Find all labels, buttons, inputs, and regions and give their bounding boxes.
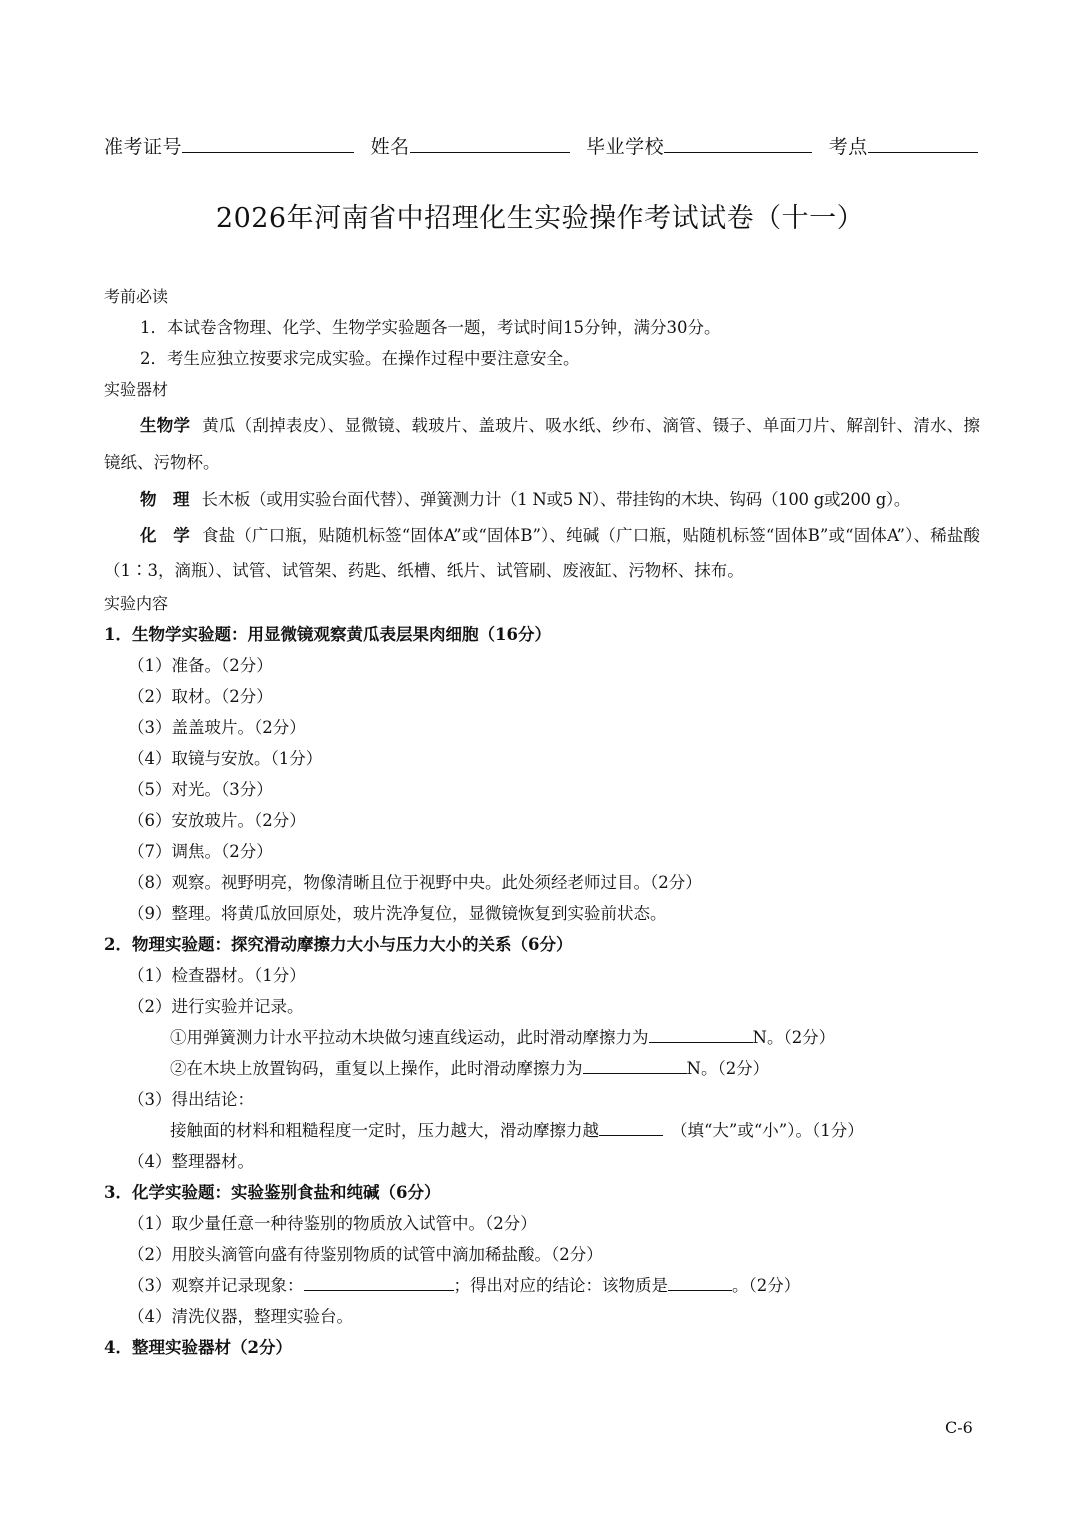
q2-substep-2-unit: N。（2分）	[686, 1059, 770, 1078]
q1-title: 1．生物学实验题：用显微镜观察黄瓜表层果肉细胞（16分）	[104, 625, 551, 644]
q2-conclusion-hint: （填“大”或“小”）。（1分）	[671, 1121, 864, 1140]
chemistry-label: 化 学	[140, 526, 190, 545]
q1-step: （7）调焦。（2分）	[128, 842, 273, 861]
notice-heading: 考前必读	[104, 287, 169, 306]
friction-answer-blank-2[interactable]	[583, 1055, 687, 1074]
content-heading: 实验内容	[104, 594, 169, 613]
q2-substep-1-unit: N。（2分）	[752, 1028, 836, 1047]
q3-step-observe	[104, 1270, 980, 1301]
q1-step: （4）取镜与安放。（1分）	[128, 749, 323, 768]
chemistry-text: 食盐（广口瓶，贴随机标签“固体A”或“固体B”）、纯碱（广口瓶，贴随机标签“固体B”或“固体A”）、稀盐酸（1∶3，滴瓶）、试管、试管架、药匙、纸槽、纸片、试管刷、废液缸、污物杯、抹布。	[104, 526, 981, 580]
q2-step: （1）检查器材。（1分）	[128, 966, 306, 985]
substance-answer-blank[interactable]	[668, 1272, 732, 1291]
materials-physics	[104, 481, 980, 518]
school-field[interactable]	[664, 132, 812, 153]
q2-title: 2．物理实验题：探究滑动摩擦力大小与压力大小的关系（6分）	[104, 935, 573, 954]
notice-item: 2．考生应独立按要求完成实验。在操作过程中要注意安全。	[140, 349, 580, 368]
materials-biology	[104, 407, 980, 481]
notice-item: 1．本试卷含物理、化学、生物学实验题各一题，考试时间15分钟，满分30分。	[140, 318, 721, 337]
q4-title: 4．整理实验器材（2分）	[104, 1338, 292, 1357]
q2-substep-2	[104, 1053, 980, 1084]
q2-step: （4）整理器材。	[128, 1152, 254, 1171]
page-title: 2026年河南省中招理化生实验操作考试试卷（十一）	[215, 203, 865, 234]
friction-answer-blank-1[interactable]	[649, 1024, 753, 1043]
q1-step: （1）准备。（2分）	[128, 656, 273, 675]
q1-step: （6）安放玻片。（2分）	[128, 811, 306, 830]
q2-conclusion-text: 接触面的材料和粗糙程度一定时，压力越大，滑动摩擦力越	[170, 1121, 599, 1140]
q2-step: （3）得出结论：	[128, 1090, 254, 1109]
conclusion-answer-blank[interactable]	[599, 1117, 663, 1136]
admission-number-label: 准考证号	[104, 136, 183, 158]
physics-text: 长木板（或用实验台面代替）、弹簧测力计（1 N或5 N）、带挂钩的木块、钩码（100 g或200 g）。	[201, 490, 911, 509]
biology-text: 黄瓜（刮掉表皮）、显微镜、载玻片、盖玻片、吸水纸、纱布、滴管、镊子、单面刀片、解剖针、清水、擦镜纸、污物杯。	[104, 416, 981, 472]
materials-chemistry	[104, 518, 980, 588]
q3-step: （2）用胶头滴管向盛有待鉴别物质的试管中滴加稀盐酸。（2分）	[128, 1245, 603, 1264]
q2-substep-1	[104, 1022, 980, 1053]
q1-step: （8）观察。视野明亮，物像清晰且位于视野中央。此处须经老师过目。（2分）	[128, 873, 702, 892]
q1-step: （9）整理。将黄瓜放回原处，玻片洗净复位，显微镜恢复到实验前状态。	[128, 904, 667, 923]
q1-step: （5）对光。（3分）	[128, 780, 273, 799]
q2-conclusion	[104, 1115, 980, 1146]
q3-step: （4）清洗仪器，整理实验台。	[128, 1307, 353, 1326]
name-label: 姓名	[370, 136, 410, 158]
materials-heading: 实验器材	[104, 380, 169, 399]
q1-step: （2）取材。（2分）	[128, 687, 273, 706]
biology-label: 生物学	[140, 416, 191, 435]
name-field[interactable]	[410, 132, 570, 153]
candidate-info-line	[104, 132, 984, 159]
q3-observe-text: （3）观察并记录现象：	[128, 1276, 304, 1295]
exam-site-label: 考点	[828, 136, 868, 158]
q3-title: 3．化学实验题：实验鉴别食盐和纯碱（6分）	[104, 1183, 441, 1202]
q1-step: （3）盖盖玻片。（2分）	[128, 718, 306, 737]
q3-score: 。（2分）	[732, 1276, 801, 1295]
q2-step: （2）进行实验并记录。	[128, 997, 304, 1016]
physics-label: 物 理	[140, 490, 190, 509]
phenomenon-answer-blank[interactable]	[304, 1272, 454, 1291]
page-number: C-6	[945, 1418, 973, 1437]
q2-substep-1-text: ①用弹簧测力计水平拉动木块做匀速直线运动，此时滑动摩擦力为	[170, 1028, 649, 1047]
admission-number-field[interactable]	[182, 132, 354, 153]
exam-body	[104, 281, 980, 1363]
q3-conclusion-text: ；得出对应的结论：该物质是	[453, 1276, 668, 1295]
q3-step: （1）取少量任意一种待鉴别的物质放入试管中。（2分）	[128, 1214, 537, 1233]
school-label: 毕业学校	[586, 136, 665, 158]
q2-substep-2-text: ②在木块上放置钩码，重复以上操作，此时滑动摩擦力为	[170, 1059, 583, 1078]
exam-site-field[interactable]	[868, 132, 978, 153]
